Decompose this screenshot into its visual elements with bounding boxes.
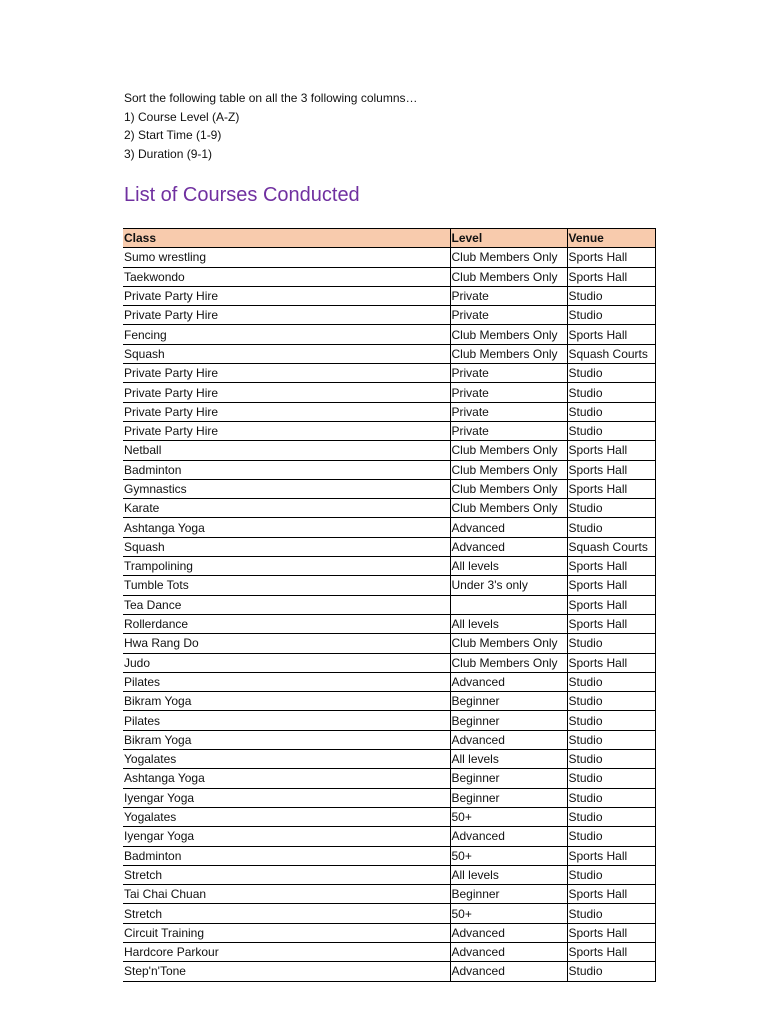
table-row: [123, 827, 655, 846]
instruction-step-2: 2) Start Time (1-9): [124, 128, 222, 142]
table-row: [123, 364, 655, 383]
column-header-class[interactable]: Class: [123, 229, 450, 248]
cell-level[interactable]: Private: [450, 306, 567, 325]
cell-class[interactable]: Private Party Hire: [123, 286, 450, 305]
cell-level[interactable]: All levels: [450, 557, 567, 576]
cell-venue[interactable]: Studio: [567, 807, 655, 826]
cell-level[interactable]: Advanced: [450, 518, 567, 537]
table-row: [123, 904, 655, 923]
table-row: [123, 672, 655, 691]
cell-level[interactable]: Advanced: [450, 923, 567, 942]
table-row: [123, 788, 655, 807]
table-row: [123, 479, 655, 498]
cell-level[interactable]: Beginner: [450, 885, 567, 904]
instructions: [124, 89, 418, 163]
cell-class[interactable]: Trampolining: [123, 557, 450, 576]
cell-level[interactable]: Advanced: [450, 942, 567, 961]
cell-class[interactable]: Stretch: [123, 865, 450, 884]
table-row: [123, 653, 655, 672]
cell-venue[interactable]: Studio: [567, 827, 655, 846]
cell-venue[interactable]: Studio: [567, 865, 655, 884]
table-row: [123, 885, 655, 904]
cell-class[interactable]: Private Party Hire: [123, 421, 450, 440]
cell-level[interactable]: Under 3's only: [450, 576, 567, 595]
cell-level[interactable]: All levels: [450, 614, 567, 633]
cell-class[interactable]: Iyengar Yoga: [123, 788, 450, 807]
table-row: [123, 267, 655, 286]
table-row: [123, 750, 655, 769]
cell-venue[interactable]: Studio: [567, 499, 655, 518]
cell-level[interactable]: Advanced: [450, 962, 567, 981]
cell-venue[interactable]: Sports Hall: [567, 942, 655, 961]
cell-venue[interactable]: Sports Hall: [567, 885, 655, 904]
cell-class[interactable]: Ashtanga Yoga: [123, 518, 450, 537]
cell-class[interactable]: Tai Chai Chuan: [123, 885, 450, 904]
cell-venue[interactable]: Squash Courts: [567, 537, 655, 556]
cell-level[interactable]: Club Members Only: [450, 499, 567, 518]
cell-class[interactable]: Badminton: [123, 460, 450, 479]
cell-venue[interactable]: Studio: [567, 962, 655, 981]
table-row: [123, 460, 655, 479]
cell-class[interactable]: Iyengar Yoga: [123, 827, 450, 846]
cell-class[interactable]: Yogalates: [123, 750, 450, 769]
cell-venue[interactable]: Sports Hall: [567, 479, 655, 498]
table-row: [123, 499, 655, 518]
cell-venue[interactable]: Studio: [567, 904, 655, 923]
cell-venue[interactable]: Studio: [567, 306, 655, 325]
cell-venue[interactable]: Sports Hall: [567, 595, 655, 614]
cell-venue[interactable]: Studio: [567, 750, 655, 769]
cell-venue[interactable]: Sports Hall: [567, 614, 655, 633]
cell-level[interactable]: Beginner: [450, 692, 567, 711]
cell-level[interactable]: Beginner: [450, 711, 567, 730]
cell-class[interactable]: Private Party Hire: [123, 306, 450, 325]
table-row: [123, 576, 655, 595]
table-row: [123, 942, 655, 961]
cell-venue[interactable]: Studio: [567, 788, 655, 807]
table-row: [123, 344, 655, 363]
cell-venue[interactable]: Studio: [567, 672, 655, 691]
cell-class[interactable]: Step'n'Tone: [123, 962, 450, 981]
cell-level[interactable]: Private: [450, 286, 567, 305]
cell-class[interactable]: Karate: [123, 499, 450, 518]
cell-level[interactable]: 50+: [450, 846, 567, 865]
cell-level[interactable]: Private: [450, 383, 567, 402]
table-row: [123, 614, 655, 633]
page-title: List of Courses Conducted: [124, 184, 360, 206]
cell-level[interactable]: [450, 595, 567, 614]
cell-class[interactable]: Fencing: [123, 325, 450, 344]
instruction-step-3: 3) Duration (9-1): [124, 146, 213, 161]
cell-level[interactable]: Private: [450, 402, 567, 421]
cell-class[interactable]: Pilates: [123, 672, 450, 691]
cell-venue[interactable]: Studio: [567, 769, 655, 788]
cell-venue[interactable]: Studio: [567, 730, 655, 749]
cell-level[interactable]: Club Members Only: [450, 248, 567, 267]
cell-level[interactable]: 50+: [450, 904, 567, 923]
cell-class[interactable]: Pilates: [123, 711, 450, 730]
table-row: [123, 421, 655, 440]
table-row: [123, 846, 655, 865]
instructions-intro: Sort the following table on all the 3 following columns…: [124, 91, 418, 105]
table-row: [123, 807, 655, 826]
cell-class[interactable]: Tea Dance: [123, 595, 450, 614]
cell-class[interactable]: Ashtanga Yoga: [123, 769, 450, 788]
table-row: [123, 537, 655, 556]
cell-level[interactable]: Private: [450, 421, 567, 440]
courses-table: [123, 228, 656, 982]
cell-level[interactable]: All levels: [450, 750, 567, 769]
cell-venue[interactable]: Sports Hall: [567, 923, 655, 942]
cell-class[interactable]: Sumo wrestling: [123, 248, 450, 267]
table-row: [123, 286, 655, 305]
cell-class[interactable]: Gymnastics: [123, 479, 450, 498]
cell-level[interactable]: Club Members Only: [450, 267, 567, 286]
cell-class[interactable]: Private Party Hire: [123, 402, 450, 421]
cell-class[interactable]: Private Party Hire: [123, 383, 450, 402]
cell-level[interactable]: Club Members Only: [450, 460, 567, 479]
cell-class[interactable]: Hwa Rang Do: [123, 634, 450, 653]
instruction-step-1: 1) Course Level (A-Z): [124, 109, 240, 124]
cell-venue[interactable]: Squash Courts: [567, 344, 655, 363]
cell-venue[interactable]: Studio: [567, 634, 655, 653]
cell-venue[interactable]: Studio: [567, 286, 655, 305]
cell-venue[interactable]: Sports Hall: [567, 460, 655, 479]
table-row: [123, 441, 655, 460]
cell-level[interactable]: Private: [450, 364, 567, 383]
cell-level[interactable]: All levels: [450, 865, 567, 884]
cell-venue[interactable]: Studio: [567, 421, 655, 440]
cell-class[interactable]: Stretch: [123, 904, 450, 923]
cell-venue[interactable]: Sports Hall: [567, 248, 655, 267]
cell-venue[interactable]: Studio: [567, 518, 655, 537]
cell-venue[interactable]: Sports Hall: [567, 267, 655, 286]
cell-level[interactable]: Club Members Only: [450, 441, 567, 460]
cell-level[interactable]: Club Members Only: [450, 344, 567, 363]
cell-class[interactable]: Yogalates: [123, 807, 450, 826]
table-header-row: [123, 229, 655, 248]
table-row: [123, 402, 655, 421]
table-row: [123, 962, 655, 981]
cell-class[interactable]: Bikram Yoga: [123, 692, 450, 711]
cell-venue[interactable]: Studio: [567, 402, 655, 421]
column-header-level[interactable]: Level: [450, 229, 567, 248]
table-row: [123, 557, 655, 576]
cell-venue[interactable]: Sports Hall: [567, 846, 655, 865]
cell-level[interactable]: Beginner: [450, 769, 567, 788]
cell-venue[interactable]: Sports Hall: [567, 557, 655, 576]
table-row: [123, 769, 655, 788]
cell-class[interactable]: Tumble Tots: [123, 576, 450, 595]
cell-class[interactable]: Private Party Hire: [123, 364, 450, 383]
cell-class[interactable]: Squash: [123, 537, 450, 556]
cell-class[interactable]: Circuit Training: [123, 923, 450, 942]
cell-venue[interactable]: Sports Hall: [567, 653, 655, 672]
table-body: [123, 248, 655, 981]
table-row: [123, 383, 655, 402]
cell-level[interactable]: Club Members Only: [450, 653, 567, 672]
cell-level[interactable]: 50+: [450, 807, 567, 826]
cell-venue[interactable]: Sports Hall: [567, 441, 655, 460]
cell-class[interactable]: Bikram Yoga: [123, 730, 450, 749]
cell-class[interactable]: Squash: [123, 344, 450, 363]
cell-class[interactable]: Rollerdance: [123, 614, 450, 633]
table-row: [123, 595, 655, 614]
cell-class[interactable]: Taekwondo: [123, 267, 450, 286]
table-row: [123, 865, 655, 884]
cell-venue[interactable]: Studio: [567, 711, 655, 730]
table-row: [123, 248, 655, 267]
cell-venue[interactable]: Studio: [567, 383, 655, 402]
cell-level[interactable]: Beginner: [450, 788, 567, 807]
cell-class[interactable]: Hardcore Parkour: [123, 942, 450, 961]
cell-level[interactable]: Advanced: [450, 672, 567, 691]
cell-class[interactable]: Judo: [123, 653, 450, 672]
cell-venue[interactable]: Studio: [567, 364, 655, 383]
cell-level[interactable]: Club Members Only: [450, 634, 567, 653]
table-row: [123, 634, 655, 653]
cell-class[interactable]: Netball: [123, 441, 450, 460]
cell-venue[interactable]: Studio: [567, 692, 655, 711]
table-row: [123, 730, 655, 749]
table-row: [123, 923, 655, 942]
table-row: [123, 518, 655, 537]
cell-level[interactable]: Advanced: [450, 730, 567, 749]
column-header-venue[interactable]: Venue: [567, 229, 655, 248]
table-row: [123, 711, 655, 730]
table-row: [123, 306, 655, 325]
cell-class[interactable]: Badminton: [123, 846, 450, 865]
cell-level[interactable]: Club Members Only: [450, 479, 567, 498]
cell-venue[interactable]: Sports Hall: [567, 325, 655, 344]
cell-venue[interactable]: Sports Hall: [567, 576, 655, 595]
table-row: [123, 692, 655, 711]
table-row: [123, 325, 655, 344]
cell-level[interactable]: Club Members Only: [450, 325, 567, 344]
cell-level[interactable]: Advanced: [450, 537, 567, 556]
cell-level[interactable]: Advanced: [450, 827, 567, 846]
